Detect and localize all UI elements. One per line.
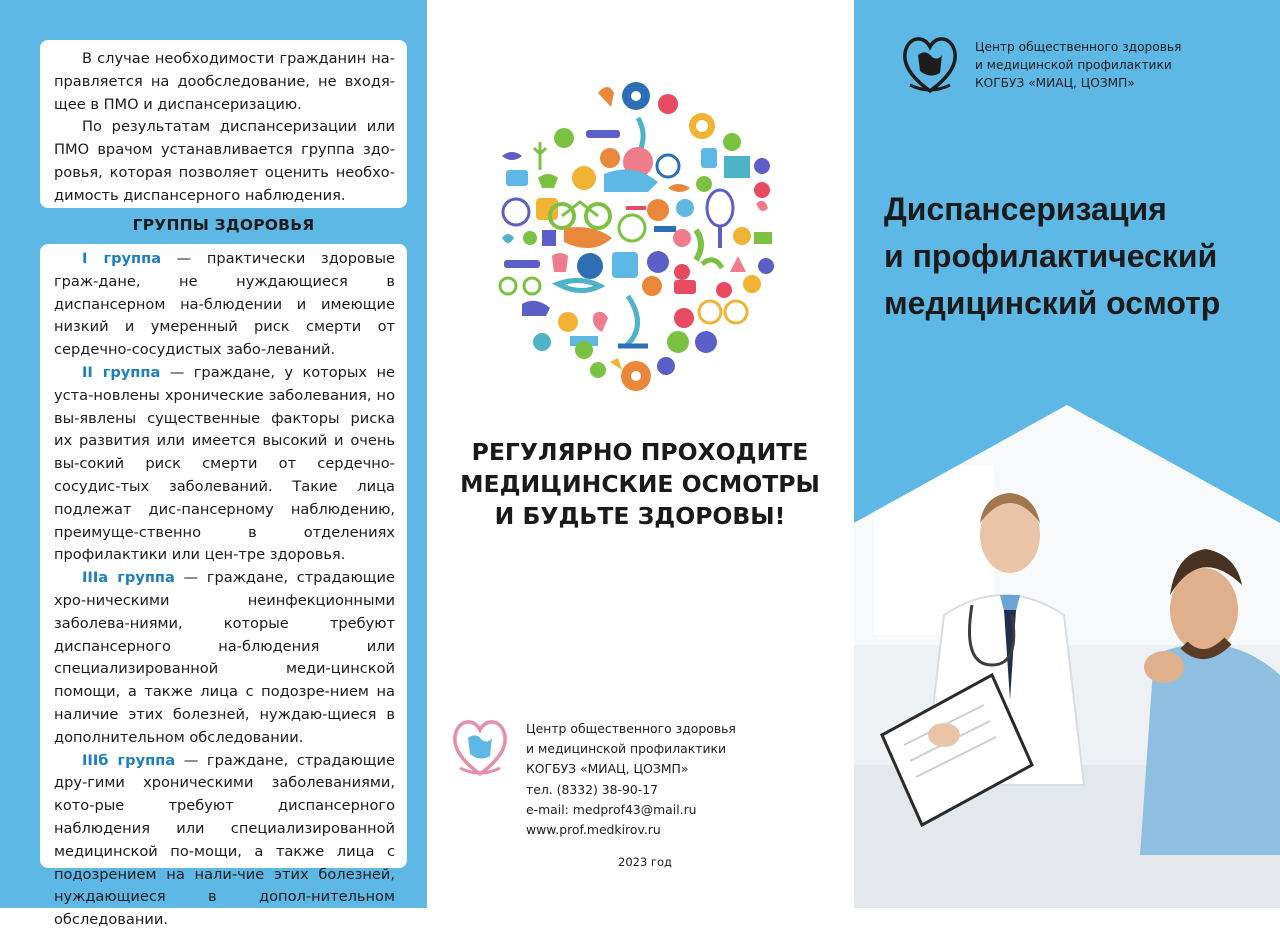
group-item: [54, 362, 395, 567]
group-item: [54, 248, 395, 362]
doctor-patient-photo: [854, 405, 1280, 908]
health-icons: [500, 82, 774, 391]
organization-name: [975, 38, 1181, 93]
heart-logo-icon: [450, 716, 510, 778]
brochure-title: [884, 186, 1264, 327]
year-label: 2023 год: [618, 855, 672, 869]
intro-paragraph-1: В случае необходимости гражданин на-правляется на дообследование, не входя-щее в ПМО и диспансеризацию.: [54, 50, 395, 113]
slogan-line-3: И БУДЬТЕ ЗДОРОВЫ!: [494, 502, 786, 530]
title-line-2: и профилактический: [884, 238, 1218, 274]
group-label: IIIа группа: [82, 569, 175, 587]
slogan-line-1: РЕГУЛЯРНО ПРОХОДИТЕ: [471, 438, 809, 466]
healthy-lifestyle-icon-cluster: [498, 78, 783, 393]
group-item: [54, 567, 395, 749]
group-text: — практически здоровые граж-дане, не нуждающиеся в диспансерном на-блюдении и имеющие низкий и умеренный риск смерти от сердечно-сосудистых забо-леваний.: [54, 250, 396, 359]
org-line: Центр общественного здоровья: [975, 40, 1182, 54]
contact-line-org: Центр общественного здоровья: [526, 721, 736, 736]
group-item: [54, 750, 395, 932]
group-label: II группа: [82, 363, 161, 381]
heart-logo-icon: [900, 33, 960, 95]
contact-line-org: КОГБУЗ «МИАЦ, ЦОЗМП»: [526, 761, 689, 777]
contact-phone: тел. (8332) 38-90-17: [526, 781, 659, 797]
title-line-3: медицинский осмотр: [884, 285, 1221, 321]
group-label: I группа: [82, 250, 162, 267]
group-label: IIIб группа: [82, 751, 176, 769]
contact-line-org: и медицинской профилактики: [526, 741, 727, 757]
title-line-1: Диспансеризация: [884, 191, 1167, 227]
slogan: [452, 436, 828, 532]
slogan-line-2: МЕДИЦИНСКИЕ ОСМОТРЫ: [460, 470, 820, 498]
intro-paragraph-2: По результатам диспансеризации или ПМО врачом устанавливается группа здо-ровья, которая позволяет оценить необхо-димость диспансерного наблюдения.: [54, 118, 395, 204]
group-text: — граждане, страдающие дру-гими хроническими заболеваниями, кото-рые требуют диспансерного наблюдения или специализированной медицинской по-мощи, а также лица с подозрением на нали-чие этих болезней, нуждающиеся в допол-нительном обследовании.: [54, 751, 395, 929]
health-groups-title: ГРУППЫ ЗДОРОВЬЯ: [132, 216, 315, 234]
contacts-block: [526, 719, 736, 840]
contact-website: www.prof.medkirov.ru: [526, 822, 661, 838]
org-line: и медицинской профилактики: [975, 58, 1172, 73]
group-text: — граждане, страдающие хро-ническими неинфекционными заболева-ниями, которые требуют диспансерного на-блюдения или специализированной меди-цинской помощи, а также лица с подозре-нием на наличие этих болезней, нуждаю-щиеся в дополнительном обследовании.: [54, 569, 395, 746]
intro-card: [40, 40, 407, 208]
health-groups-card: [40, 244, 407, 929]
group-text: — граждане, у которых не уста-новлены хронические заболевания, но вы-явлены существенные факторы риска их развития или имеется высокий и очень вы-сокий риск смерти от сердечно-сосудис-тых заболеваний. Такие лица подлежат дис-пансерному наблюдению, преимуще-ственно в отделениях профилактики или цен-тре здоровья.: [54, 363, 395, 564]
org-line: КОГБУЗ «МИАЦ, ЦОЗМП»: [975, 76, 1135, 91]
contact-email: e-mail: medprof43@mail.ru: [526, 801, 697, 817]
